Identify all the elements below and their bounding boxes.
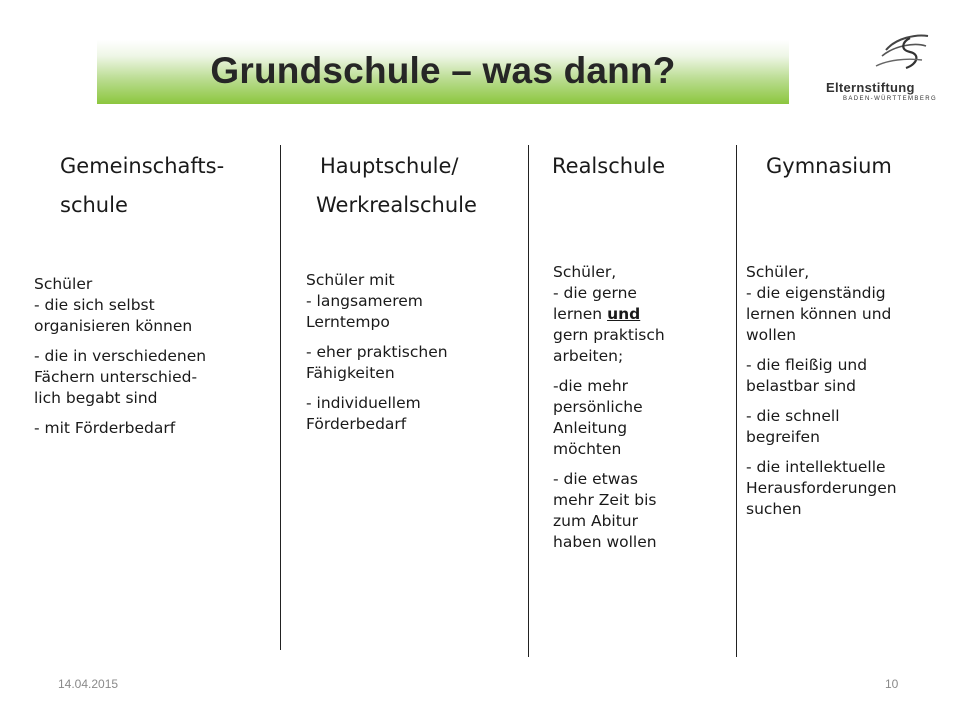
paragraph: - die intellektuelle Herausforderungen suchen bbox=[746, 458, 897, 518]
column-body-gemeinschaftsschule bbox=[34, 274, 274, 448]
paragraph: Schüler - die sich selbst organisieren können bbox=[34, 275, 193, 335]
paragraph: -die mehr persönliche Anleitung möchten bbox=[553, 377, 643, 458]
elternstiftung-logo bbox=[826, 30, 936, 110]
paragraph: Schüler, - die eigenständig lernen können und wollen bbox=[746, 263, 892, 344]
paragraph: - die fleißig und belastbar sind bbox=[746, 356, 868, 395]
column-body-hauptschule bbox=[306, 270, 521, 444]
column-divider-3 bbox=[736, 145, 737, 657]
logo-swoosh-icon bbox=[866, 30, 936, 78]
column-body-gymnasium bbox=[746, 262, 956, 529]
paragraph: - mit Förderbedarf bbox=[34, 419, 176, 437]
paragraph: - die schnell begreifen bbox=[746, 407, 840, 446]
paragraph: - individuellem Förderbedarf bbox=[306, 394, 421, 433]
paragraph: - die etwas mehr Zeit bis zum Abitur haben wollen bbox=[553, 470, 657, 551]
paragraph: - eher praktischen Fähigkeiten bbox=[306, 343, 448, 382]
title-bar bbox=[97, 40, 789, 104]
column-divider-1 bbox=[280, 145, 281, 650]
emphasis-und: und bbox=[607, 305, 641, 323]
column-heading-realschule: Realschule bbox=[552, 154, 666, 178]
und-line: lernen und bbox=[553, 305, 641, 323]
page-number: 10 bbox=[885, 677, 899, 691]
paragraph: Schüler mit - langsamerem Lerntempo bbox=[306, 271, 423, 331]
paragraph: Schüler, - die gerne lernen und gern praktisch arbeiten; bbox=[553, 263, 665, 365]
column-heading-gymnasium: Gymnasium bbox=[766, 154, 892, 178]
logo-subtitle: BADEN-WÜRTTEMBERG bbox=[843, 96, 938, 102]
footer-date: 14.04.2015 bbox=[58, 677, 119, 691]
page-title: Grundschule – was dann? bbox=[210, 50, 676, 91]
column-heading-gemeinschaftsschule: Gemeinschafts- schule bbox=[60, 154, 225, 217]
logo-name: Elternstiftung bbox=[826, 80, 915, 95]
column-heading-hauptschule: Hauptschule/ Werkrealschule bbox=[316, 154, 477, 217]
paragraph: - die in verschiedenen Fächern unterschied- lich begabt sind bbox=[34, 347, 207, 407]
column-divider-2 bbox=[528, 145, 529, 657]
column-body-realschule bbox=[553, 262, 733, 562]
